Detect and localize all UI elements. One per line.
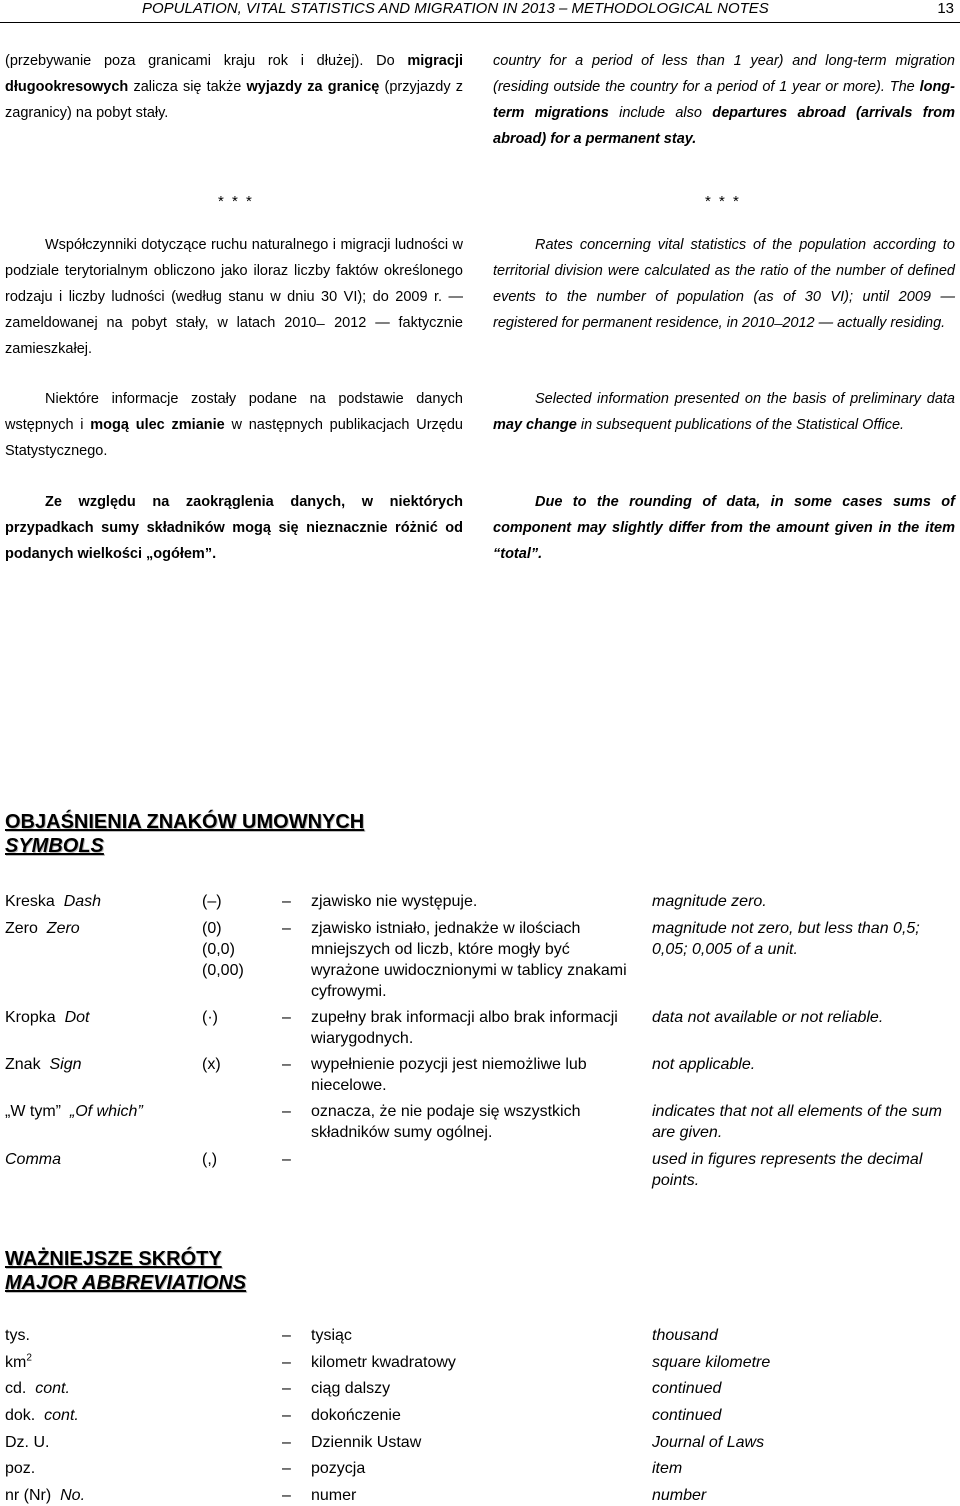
term-wyjazdy: wyjazdy za granicę <box>246 79 380 95</box>
term-long-term: long-term migrations <box>493 79 955 121</box>
paragraph-prelim-pl: Niektóre informacje zostały podane na podstawie danych wstępnych i mogą ulec zmianie w następnych publikacjach Urzędu Statystycznego. <box>5 391 463 459</box>
intro-en: country for a period of less than 1 year) and long-term migration (residing outside the country for a period of 1 year or more). The long-term migrations include also departures abroad (arrivals from abroad) for a permanent stay. <box>493 53 955 147</box>
paragraph-rates-pl: Współczynniki dotyczące ruchu naturalnego i migracji ludności w podziale terytorialnym obliczono jako iloraz liczby faktów określonego rodzaju i liczby ludności (według stanu w dniu 30 VI); do 2009 r. ― zameldowanej na pobyt stały, w latach 2010 ̶ 2012 ― faktycznie zamieszkałej. <box>5 237 463 357</box>
intro-pl: (przebywanie poza granicami kraju rok i dłużej). Do migracji długookresowych zalicza się także wyjazdy za granicę (przyjazdy z zagranicy) na pobyt stały. <box>5 53 463 121</box>
dash-separator: – <box>282 1151 291 1168</box>
symbol-sign: (0) (0,0) (0,00) <box>202 920 244 979</box>
symbol-sign: (·) <box>202 1009 218 1026</box>
dash-separator: – <box>282 1103 291 1120</box>
paragraph-prelim-en: Selected information presented on the basis of preliminary data may change in subsequent publications of the Statistical Office. <box>493 391 955 433</box>
dash-separator: – <box>282 1056 291 1073</box>
dash-separator: – <box>282 1009 291 1026</box>
abbreviations-heading-pl: WAŻNIEJSZE SKRÓTY <box>5 1248 222 1270</box>
dash-separator: – <box>282 920 291 937</box>
symbol-sign: (,) <box>202 1151 218 1168</box>
page-header <box>0 0 960 23</box>
term-migracji: migracji długookresowych <box>5 53 463 95</box>
symbols-heading-pl: OBJAŚNIENIA ZNAKÓW UMOWNYCH <box>5 811 365 833</box>
paragraph-rates-en: Rates concerning vital statistics of the population according to territorial division were calculated as the ratio of the number of defined events to the number of population (as of 30 VI); until 2009 ― registered for permanent residence, in 2010 ̶ 2012 ― actually residing. <box>493 237 955 331</box>
separator-pl: * * * <box>218 193 254 210</box>
symbols-heading-en: SYMBOLS <box>5 835 104 857</box>
abbreviations-heading-en: MAJOR ABBREVIATIONS <box>5 1272 247 1294</box>
term-departures: departures abroad (arrivals from abroad) for a permanent stay. <box>493 105 955 147</box>
running-title: POPULATION, VITAL STATISTICS AND MIGRATION IN 2013 – METHODOLOGICAL NOTES <box>142 0 769 17</box>
paragraph-rounding-en: Due to the rounding of data, in some cases sums of component may slightly differ from the amount given in the item “total”. <box>493 494 955 562</box>
paragraph-rounding-pl: Ze względu na zaokrąglenia danych, w niektórych przypadkach sumy składników mogą się nieznacznie różnić od podanych wielkości „ogółem”. <box>5 494 463 562</box>
dash-separator: – <box>282 893 291 910</box>
symbol-sign: (x) <box>202 1056 221 1073</box>
page-number: 13 <box>937 0 954 17</box>
symbol-sign: (–) <box>202 893 222 910</box>
separator-en: * * * <box>705 193 741 210</box>
